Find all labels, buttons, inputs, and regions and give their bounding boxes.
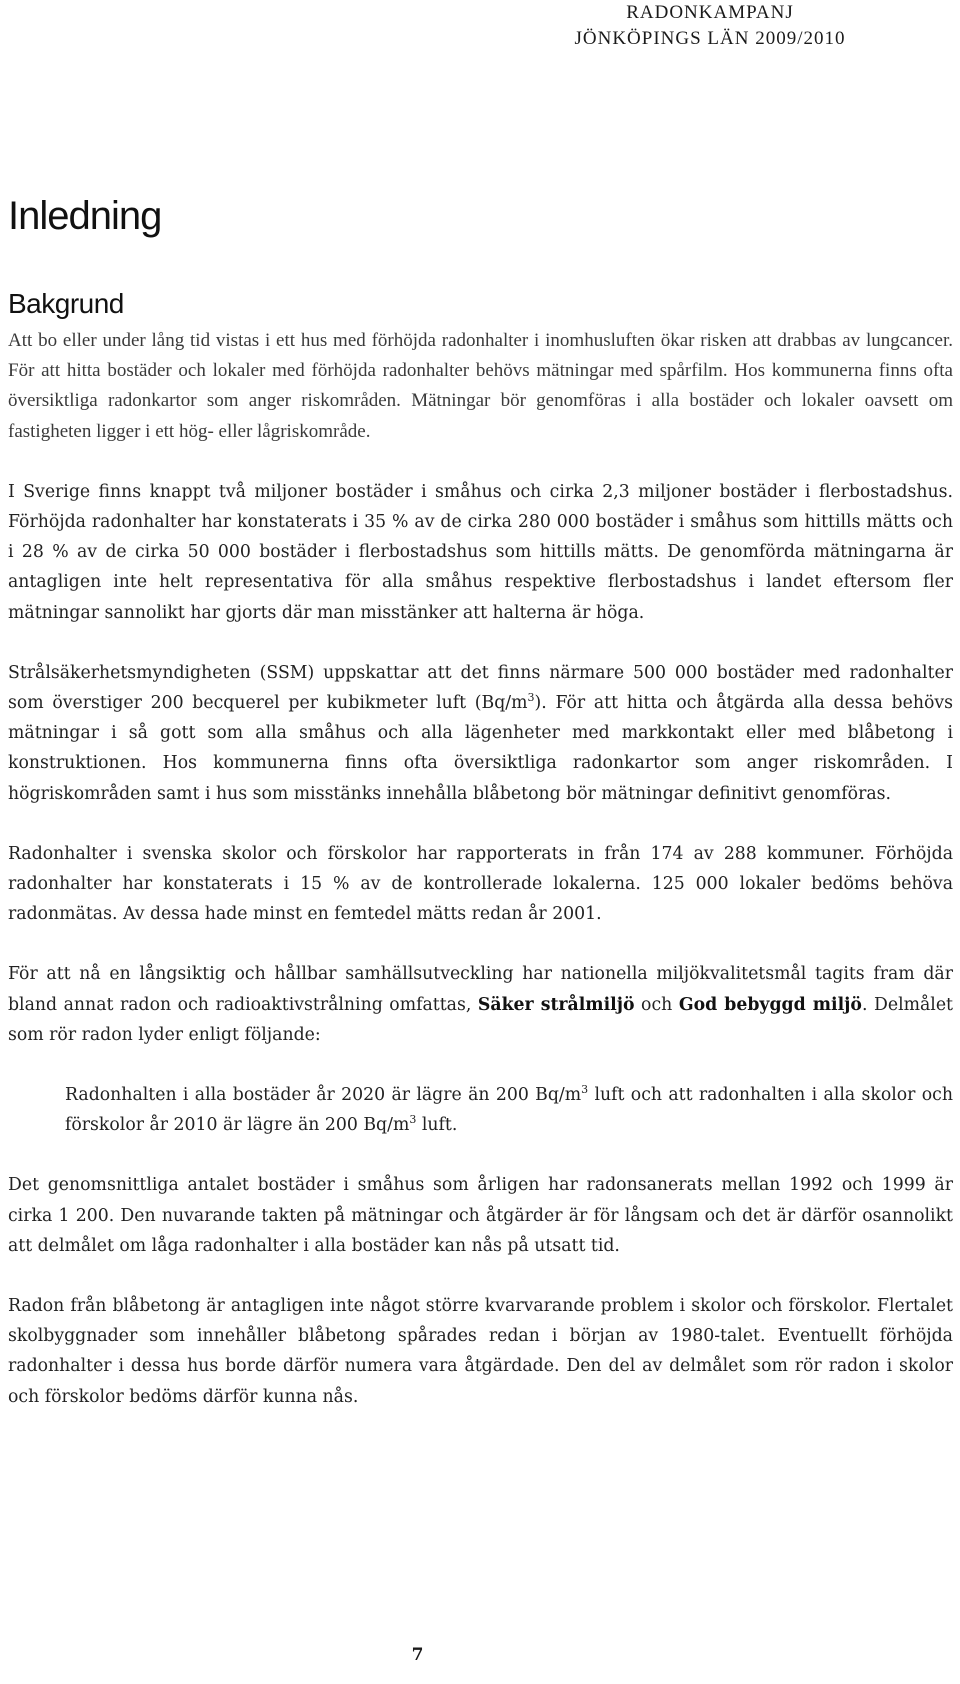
bold-goal-environment: God bebyggd miljö xyxy=(678,994,862,1015)
superscript: 3 xyxy=(581,1083,589,1097)
header-line-campaign: RADONKAMPANJ xyxy=(626,2,794,23)
paragraph-housing-stats: I Sverige finns knappt två miljoner bostäder i småhus och cirka 2,3 miljoner bostäder i flerbostadshus. Förhöjda radonhalter har konstaterats i 35 % av de cirka 280 000 bostäder i småhus som hittills mätts och i 28 % av de cirka 50 000 bostäder i flerbostadshus som hittills mätts. De genomförda mätningarna är antagligen inte helt representativa för alla småhus respektive flerbostadshus i landet eftersom fler mätningar sannolikt har gjorts där man misstänker att halterna är höga. xyxy=(8,481,953,623)
paragraph-environmental-goals xyxy=(8,959,953,1050)
quote-subgoal xyxy=(65,1080,953,1140)
paragraph-blue-concrete: Radon från blåbetong är antagligen inte något större kvarvarande problem i skolor och förskolor. Flertalet skolbyggnader som innehåller blåbetong spårades redan i början av 1980-talet. Eventuellt förhöjda radonhalter i dessa hus borde därför numera vara åtgärdade. Den del av delmålet som rör radon i skolor och förskolor bedöms därför kunna nås. xyxy=(8,1296,953,1407)
paragraph-text: Strålsäkerhetsmyndigheten (SSM) uppskattar att det finns närmare 500 000 bostäder med radonhalter som överstiger 200 becquerel per kubikmeter luft (Bq/m xyxy=(8,662,953,714)
page-header xyxy=(500,0,920,52)
superscript: 3 xyxy=(527,691,535,705)
paragraph-schools: Radonhalter i svenska skolor och förskolor har rapporterats in från 174 av 288 kommuner. Förhöjda radonhalter har konstaterats i 15 % av de kontrollerade lokalerna. 125 000 lokaler bedöms behöva radonmätas. Av dessa hade minst en femtedel mätts redan år 2001. xyxy=(8,843,953,925)
bold-goal-radiation: Säker strålmiljö xyxy=(477,994,635,1015)
section-heading: Bakgrund xyxy=(8,288,124,319)
page-number: 7 xyxy=(411,1645,424,1665)
paragraph-ssm-estimate xyxy=(8,658,953,809)
header-line-region: JÖNKÖPINGS LÄN 2009/2010 xyxy=(574,28,846,49)
quote-text: luft och att radonhalten i alla skolor och förskolor år 2010 är lägre än 200 Bq/m xyxy=(65,1085,953,1136)
superscript: 3 xyxy=(409,1113,417,1127)
document-body xyxy=(8,186,953,1412)
paragraph-text: ). För att hitta och åtgärda alla dessa behövs mätningar i så gott som alla småhus och alla lägenheter med markkontakt eller med blåbetong i konstruktionen. Hos kommunerna finns ofta översiktliga radonkartor som anger riskområden. I högriskområden samt i hus som misstänks innehålla blåbetong bör mätningar definitivt genomföras. xyxy=(8,693,954,804)
paragraph-text: och xyxy=(634,994,679,1015)
quote-text: Radonhalten i alla bostäder år 2020 är lägre än 200 Bq/m xyxy=(65,1085,582,1106)
quote-text: luft. xyxy=(416,1115,458,1136)
paragraph-remediation-rate: Det genomsnittliga antalet bostäder i småhus som årligen har radonsanerats mellan 1992 och 1999 är cirka 1 200. Den nuvarande takten på mätningar och åtgärder är för långsam och det är därför osannolikt att delmålet om låga radonhalter i alla bostäder kan nås på utsatt tid. xyxy=(8,1175,953,1256)
page-title: Inledning xyxy=(8,194,162,238)
paragraph-text: För att nå en långsiktig och hållbar samhällsutveckling har nationella miljökvalitetsmål tagits fram där bland annat radon och radioaktivstrålning omfattas, xyxy=(8,964,953,1015)
paragraph-text: . Delmålet som rör radon lyder enligt följande: xyxy=(8,994,954,1045)
paragraph-intro: Att bo eller under lång tid vistas i ett hus med förhöjda radonhalter i inomhusluften ökar risken att drabbas av lungcancer. För att hitta bostäder och lokaler med förhöjda radonhalter behövs mätningar med spårfilm. Hos kommunerna finns ofta översiktliga radonkartor som anger riskområden. Mätningar bör genomföras i alla bostäder och lokaler oavsett om fastigheten ligger i ett hög- eller lågriskområde. xyxy=(8,330,953,442)
